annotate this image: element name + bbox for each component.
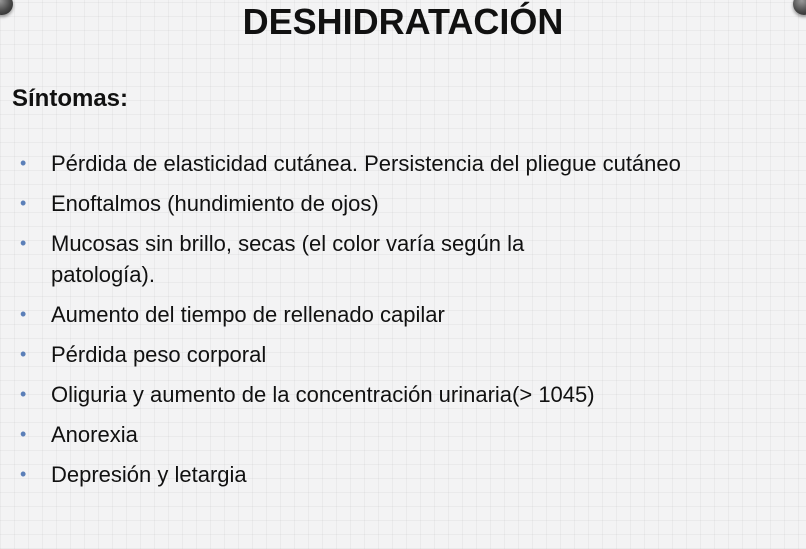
bullet-icon: •	[20, 153, 27, 173]
bullet-icon: •	[20, 193, 27, 213]
list-item	[20, 339, 800, 370]
symptom-list	[20, 148, 800, 499]
list-item	[20, 419, 800, 450]
list-item-text: Aumento del tiempo de rellenado capilar	[51, 302, 445, 327]
list-item-text: Mucosas sin brillo, secas (el color varía según la patología).	[51, 231, 525, 287]
list-item-text: Pérdida peso corporal	[51, 342, 267, 367]
list-item	[20, 188, 800, 219]
slide-subtitle: Síntomas:	[12, 85, 129, 112]
list-item-text: Depresión y letargia	[51, 462, 247, 487]
list-item	[20, 148, 800, 179]
list-item-text: Anorexia	[51, 422, 138, 447]
list-item	[20, 299, 800, 330]
list-item-text: Oliguria y aumento de la concentración urinaria(> 1045)	[51, 382, 595, 407]
bullet-icon: •	[20, 304, 27, 324]
slide-title: DESHIDRATACIÓN	[242, 1, 564, 42]
bullet-icon: •	[20, 464, 27, 484]
bullet-icon: •	[20, 344, 27, 364]
list-item	[20, 459, 800, 490]
bullet-icon: •	[20, 384, 27, 404]
list-item	[20, 228, 800, 290]
list-item-text: Pérdida de elasticidad cutánea. Persistencia del pliegue cutáneo	[51, 151, 681, 176]
list-item	[20, 379, 800, 410]
bullet-icon: •	[20, 424, 27, 444]
bullet-icon: •	[20, 233, 27, 253]
list-item-text: Enoftalmos (hundimiento de ojos)	[51, 191, 379, 216]
